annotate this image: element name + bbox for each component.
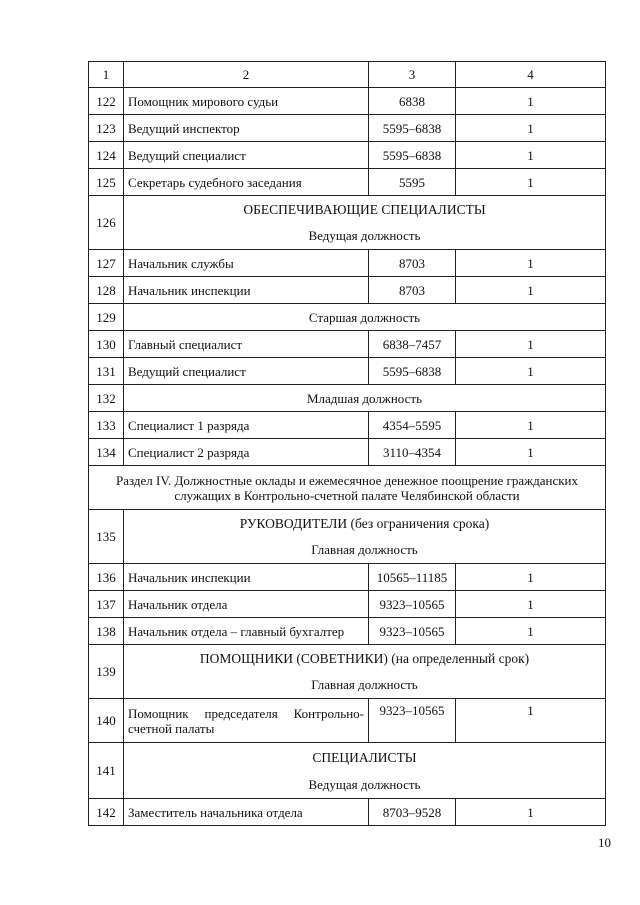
position-name: Специалист 1 разряда [124,412,369,439]
rank-label: Старшая должность [124,304,606,331]
position-name: Начальник службы [124,250,369,277]
row-number: 131 [89,358,124,385]
quantity: 1 [456,439,606,466]
group-title: ПОМОЩНИКИ (СОВЕТНИКИ) (на определенный срок) [124,645,606,672]
position-name: Начальник отдела [124,591,369,618]
group-row [89,304,606,331]
row-number: 136 [89,564,124,591]
row-number: 122 [89,88,124,115]
rank-label: Главная должность [124,672,606,699]
header-row [89,62,606,88]
position-name: Ведущий специалист [124,358,369,385]
position-name: Ведущий специалист [124,142,369,169]
table-row [89,412,606,439]
header-cell: 2 [124,62,369,88]
row-number: 142 [89,799,124,826]
rank-label: Ведущая должность [124,223,606,250]
salary-range: 5595–6838 [369,358,456,385]
quantity: 1 [456,88,606,115]
quantity: 1 [456,618,606,645]
position-name: Начальник инспекции [124,564,369,591]
salary-range: 4354–5595 [369,412,456,439]
salary-range: 8703 [369,277,456,304]
quantity: 1 [456,115,606,142]
salary-range: 5595 [369,169,456,196]
salary-range: 5595–6838 [369,115,456,142]
header-cell: 4 [456,62,606,88]
table-row [89,799,606,826]
group-row [89,196,606,223]
row-number: 124 [89,142,124,169]
group-title: СПЕЦИАЛИСТЫ [124,743,606,772]
row-number: 135 [89,510,124,564]
group-row [89,385,606,412]
row-number: 128 [89,277,124,304]
salary-range: 9323–10565 [369,699,456,743]
salary-range: 8703 [369,250,456,277]
rank-label: Главная должность [124,537,606,564]
row-number: 129 [89,304,124,331]
table-row [89,564,606,591]
row-number: 126 [89,196,124,250]
position-name: Начальник отдела – главный бухгалтер [124,618,369,645]
row-number: 132 [89,385,124,412]
table-row [89,591,606,618]
table-row [89,358,606,385]
quantity: 1 [456,591,606,618]
row-number: 137 [89,591,124,618]
salary-range: 9323–10565 [369,591,456,618]
header-cell: 3 [369,62,456,88]
position-name: Специалист 2 разряда [124,439,369,466]
page-number: 10 [598,835,611,850]
salary-range: 3110–4354 [369,439,456,466]
table-row [89,169,606,196]
row-number: 127 [89,250,124,277]
group-title: РУКОВОДИТЕЛИ (без ограничения срока) [124,510,606,537]
position-name: Помощник мирового судьи [124,88,369,115]
quantity: 1 [456,412,606,439]
rank-label: Ведущая должность [124,772,606,799]
group-row [89,510,606,537]
position-name: Начальник инспекции [124,277,369,304]
salary-range: 10565–11185 [369,564,456,591]
quantity: 1 [456,799,606,826]
table-row [89,115,606,142]
quantity: 1 [456,250,606,277]
position-name: Ведущий инспектор [124,115,369,142]
row-number: 141 [89,743,124,799]
salary-range: 5595–6838 [369,142,456,169]
quantity: 1 [456,169,606,196]
header-cell: 1 [89,62,124,88]
position-name: Заместитель начальника отдела [124,799,369,826]
group-row [89,645,606,672]
table-row [89,142,606,169]
row-number: 125 [89,169,124,196]
group-subrow [89,772,606,799]
quantity: 1 [456,699,606,743]
row-number: 133 [89,412,124,439]
quantity: 1 [456,358,606,385]
row-number: 130 [89,331,124,358]
salary-range: 6838 [369,88,456,115]
group-subrow [89,537,606,564]
section-heading: Раздел IV. Должностные оклады и ежемесячное денежное поощрение гражданских служащих в Контрольно-счетной палате Челябинской области [89,466,606,510]
row-number: 123 [89,115,124,142]
quantity: 1 [456,331,606,358]
quantity: 1 [456,142,606,169]
position-name: Помощник председателя Контрольно-счетной палаты [124,699,369,743]
table-row [89,699,606,743]
salary-table [88,61,606,826]
table-row [89,439,606,466]
salary-range: 8703–9528 [369,799,456,826]
quantity: 1 [456,277,606,304]
salary-range: 9323–10565 [369,618,456,645]
table-row [89,250,606,277]
group-row [89,743,606,772]
row-number: 139 [89,645,124,699]
position-name: Секретарь судебного заседания [124,169,369,196]
group-subrow [89,223,606,250]
position-name: Главный специалист [124,331,369,358]
table-row [89,331,606,358]
row-number: 140 [89,699,124,743]
table-row [89,618,606,645]
group-title: ОБЕСПЕЧИВАЮЩИЕ СПЕЦИАЛИСТЫ [124,196,606,223]
rank-label: Младшая должность [124,385,606,412]
group-subrow [89,672,606,699]
quantity: 1 [456,564,606,591]
table-row [89,277,606,304]
section-row [89,466,606,510]
salary-range: 6838–7457 [369,331,456,358]
row-number: 138 [89,618,124,645]
table-row [89,88,606,115]
row-number: 134 [89,439,124,466]
